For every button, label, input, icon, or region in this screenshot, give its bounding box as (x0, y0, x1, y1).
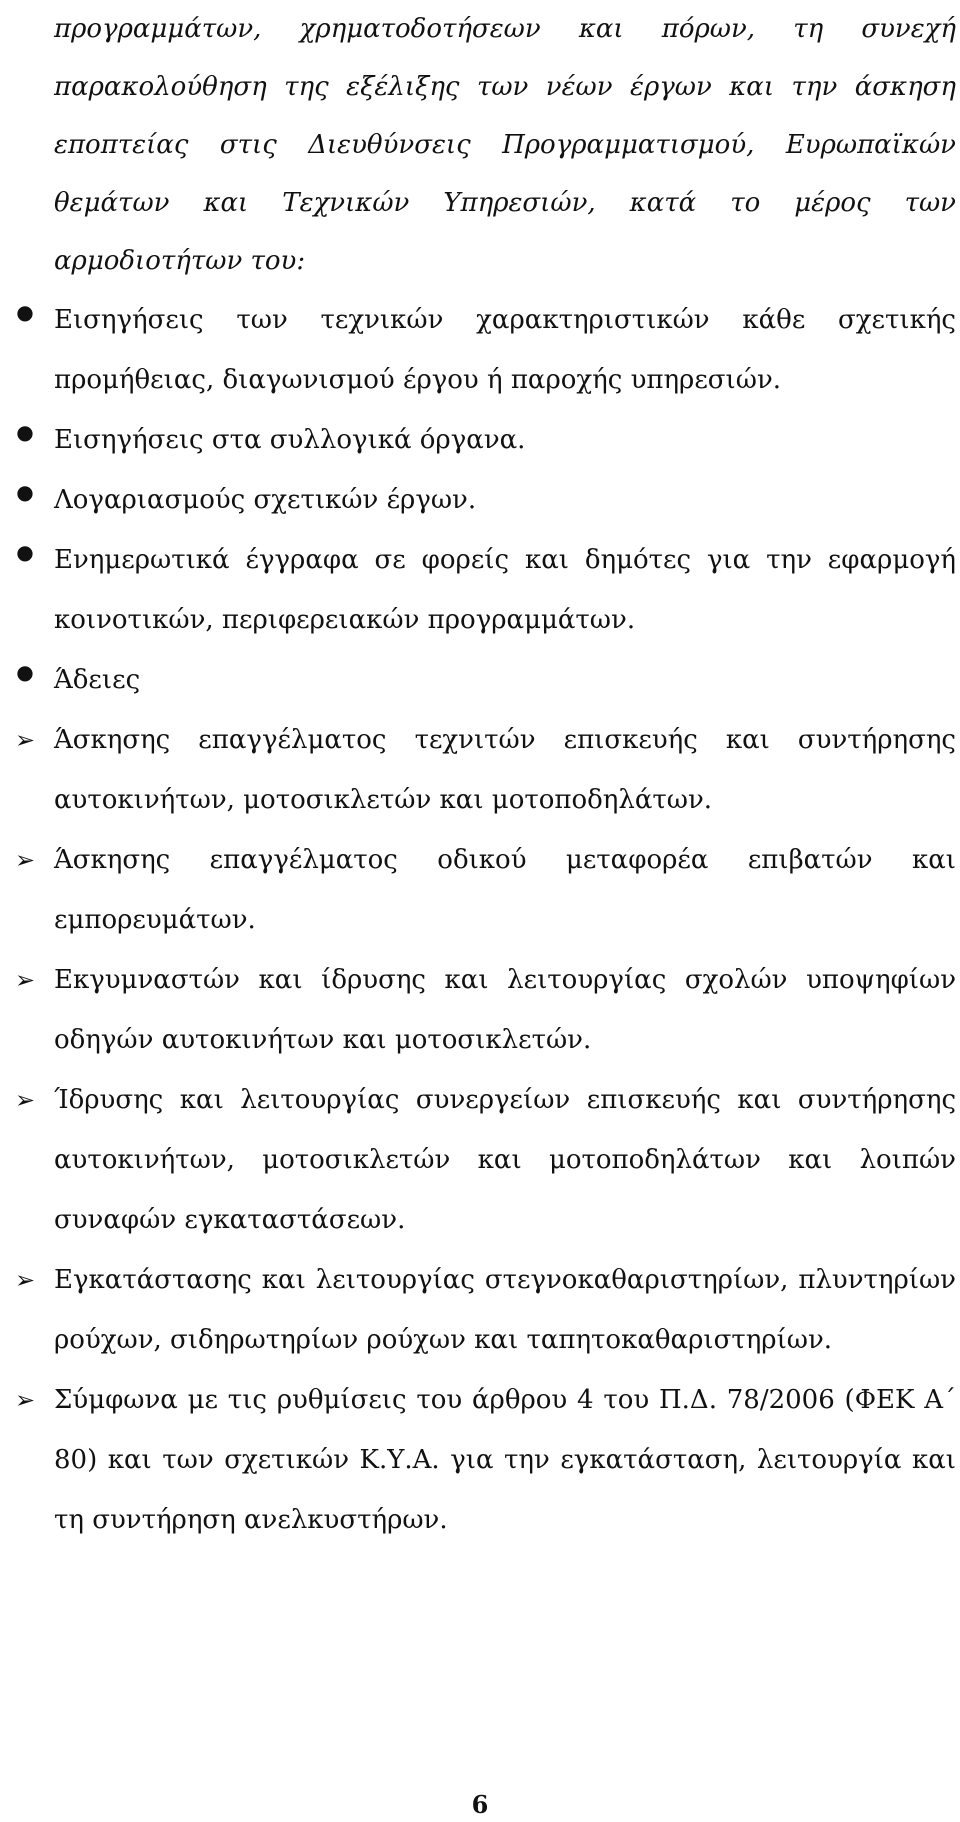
sub-item (14, 710, 956, 830)
bullet-item (16, 650, 956, 710)
arrow-bullet-icon: ➢ (14, 846, 36, 874)
bullet-list (16, 290, 956, 710)
bullet-text: Ενημερωτικά έγγραφα σε φορείς και δημότες για την εφαρμογή κοινοτικών, περιφερειακών προγραμμάτων. (54, 545, 956, 635)
page-number: 6 (471, 1790, 489, 1819)
sub-item (14, 1370, 956, 1550)
sub-item-text: Εκγυμναστών και ίδρυσης και λειτουργίας σχολών υποψηφίων οδηγών αυτοκινήτων και μοτοσικλετών. (54, 965, 956, 1055)
bullet-text: Εισηγήσεις των τεχνικών χαρακτηριστικών κάθε σχετικής προμήθειας, διαγωνισμού έργου ή παροχής υπηρεσιών. (54, 305, 956, 395)
sub-item (14, 830, 956, 950)
intro-paragraph: προγραμμάτων, χρηματοδοτήσεων και πόρων, τη συνεχή παρακολούθηση της εξέλιξης των νέων έργων και την άσκηση εποπτείας στις Διευθύνσεις Προγραμματισμού, Ευρωπαϊκών θεμάτων και Τεχνικών Υπηρεσιών, κατά το μέρος των αρμοδιοτήτων του: (54, 14, 956, 276)
bullet-dot-icon: ● (16, 480, 34, 504)
arrow-bullet-icon: ➢ (14, 726, 36, 754)
sub-item-text: Ίδρυσης και λειτουργίας συνεργείων επισκευής και συντήρησης αυτοκινήτων, μοτοσικλετών και μοτοποδηλάτων και λοιπών συναφών εγκαταστάσεων. (54, 1085, 956, 1235)
sub-item-text: Άσκησης επαγγέλματος τεχνιτών επισκευής και συντήρησης αυτοκινήτων, μοτοσικλετών και μοτοποδηλάτων. (54, 725, 956, 815)
bullet-text: Εισηγήσεις στα συλλογικά όργανα. (54, 425, 526, 455)
bullet-item (16, 290, 956, 410)
bullet-dot-icon: ● (16, 420, 34, 444)
sub-list (14, 710, 956, 1550)
bullet-item (16, 530, 956, 650)
bullet-item (16, 410, 956, 470)
sub-item (14, 1070, 956, 1250)
bullet-dot-icon: ● (16, 540, 34, 564)
arrow-bullet-icon: ➢ (14, 1266, 36, 1294)
sub-item-text: Σύμφωνα με τις ρυθμίσεις του άρθρου 4 του Π.Δ. 78/2006 (ΦΕΚ Α΄ 80) και των σχετικών Κ.Υ.Α. για την εγκατάσταση, λειτουργία και τη συντήρηση ανελκυστήρων. (54, 1385, 956, 1535)
bullet-text: Λογαριασμούς σχετικών έργων. (54, 485, 477, 515)
arrow-bullet-icon: ➢ (14, 1086, 36, 1114)
bullet-dot-icon: ● (16, 660, 34, 684)
bullet-item (16, 470, 956, 530)
sub-item-text: Άσκησης επαγγέλματος οδικού μεταφορέα επιβατών και εμπορευμάτων. (54, 845, 956, 935)
document-page (14, 0, 956, 1550)
sub-item-text: Εγκατάστασης και λειτουργίας στεγνοκαθαριστηρίων, πλυντηρίων ρούχων, σιδηρωτηρίων ρούχων και ταπητοκαθαριστηρίων. (54, 1265, 956, 1355)
bullet-text: Άδειες (54, 665, 141, 695)
sub-item (14, 1250, 956, 1370)
arrow-bullet-icon: ➢ (14, 966, 36, 994)
arrow-bullet-icon: ➢ (14, 1386, 36, 1414)
bullet-dot-icon: ● (16, 300, 34, 324)
sub-item (14, 950, 956, 1070)
